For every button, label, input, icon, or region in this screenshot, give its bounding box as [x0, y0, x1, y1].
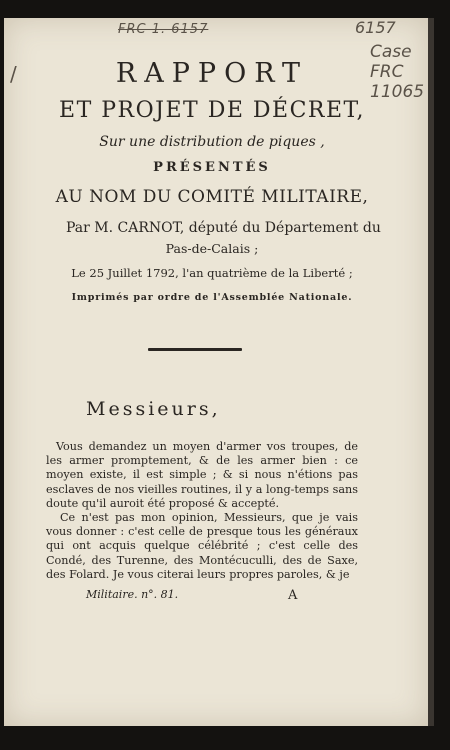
- document-title: RAPPORT: [115, 58, 309, 89]
- author-line: Par M. CARNOT, député du Département du: [66, 220, 381, 236]
- greeting: Messieurs,: [86, 398, 221, 420]
- document-page: [4, 18, 428, 726]
- author-line-continued: Pas-de-Calais ;: [165, 241, 259, 256]
- handwritten-number: 6157: [355, 18, 396, 37]
- handwritten-case-mark: Case FRC 11065: [370, 42, 425, 102]
- paragraph: Ce n'est pas mon opinion, Messieurs, que je vais vous donner : c'est celle de presque tous les généraux qui ont acquis quelque célébrité ; c'est celle des Condé, des Turenne, des Montécuculli, des de Saxe, des Folard. Je vous citerai leurs propres paroles, & je: [46, 511, 358, 581]
- gathering-letter: A: [288, 588, 298, 603]
- paragraph: Vous demandez un moyen d'armer vos troupes, de les armer promptement, & de les armer bien : ce moyen existe, il est simple ; & si nous n'étions pas esclaves de nos vieilles routines, il y a long-temps sans doute qu'il auroit été proposé & accepté.: [46, 440, 358, 510]
- presentes-heading: PRÉSENTÉS: [153, 160, 271, 175]
- body-text: [46, 440, 358, 582]
- committee-line: AU NOM DU COMITÉ MILITAIRE,: [55, 187, 369, 207]
- page-edge: [428, 18, 434, 726]
- imprint-line: Imprimés par ordre de l'Assemblée Nationale.: [71, 292, 353, 303]
- signature-mark: Militaire. n°. 81.: [86, 588, 179, 601]
- handwritten-catalog-number: FRC 1. 6157: [118, 22, 209, 37]
- document-topic: Sur une distribution de piques ,: [99, 134, 325, 150]
- divider-rule: [148, 348, 242, 351]
- document-subtitle: ET PROJET DE DÉCRET,: [59, 98, 365, 123]
- handwritten-slash: /: [10, 62, 17, 86]
- date-line: Le 25 Juillet 1792, l'an quatrième de la Liberté ;: [71, 266, 353, 280]
